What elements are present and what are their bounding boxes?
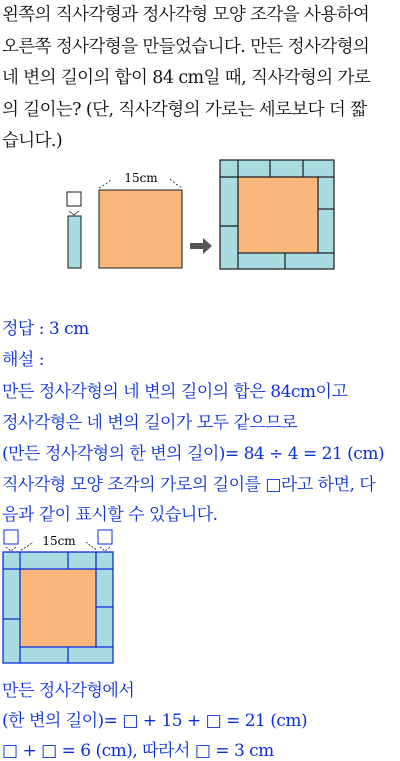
rectangle-piece (68, 216, 81, 268)
measure-label: 15cm (42, 534, 76, 548)
small-square-piece (67, 192, 81, 206)
question-line: 네 변의 길이의 합이 84 cm일 때, 직사각형의 가로 (2, 68, 371, 88)
explanation-line: (만든 정사각형의 한 변의 길이)= 84 ÷ 4 = 21 (cm) (2, 444, 385, 464)
question-line: 습니다.) (2, 131, 63, 151)
explanation-line: 정사각형은 네 변의 길이가 모두 같으므로 (2, 413, 298, 433)
question-text (2, 0, 398, 158)
question-line: 의 길이는? (단, 직사각형의 가로는 세로보다 더 짧 (2, 99, 367, 120)
conclusion-line: 만든 정사각형에서 (2, 681, 135, 701)
question-line: 왼쪽의 직사각형과 정사각형 모양 조각을 사용하여 (2, 5, 370, 25)
conclusion-line: (한 변의 길이)= □ + 15 + □ = 21 (cm) (2, 711, 308, 731)
small-square-brace (69, 211, 79, 215)
conclusion-line: □ + □ = 6 (cm), 따라서 □ = 3 cm (2, 741, 274, 761)
explanation-label: 해설 : (2, 350, 44, 370)
puzzle-figure (0, 160, 400, 280)
assembled-square (3, 552, 113, 663)
explanation-line: 직사각형 모양 조각의 가로의 길이를 □라고 하면, 다 (2, 475, 376, 495)
answer-text: 정답 : 3 cm (2, 319, 89, 339)
explanation-line: 음과 같이 표시할 수 있습니다. (2, 505, 218, 525)
right-box-marker (98, 530, 112, 544)
labeled-figure (0, 528, 120, 668)
left-box-marker (4, 530, 18, 544)
explanation-line: 만든 정사각형의 네 변의 길이의 합은 84cm이고 (2, 382, 348, 402)
question-line: 오른쪽 정사각형을 만들었습니다. 만든 정사각형의 (2, 36, 370, 57)
left-brace (6, 547, 16, 551)
arrow-shaft (190, 243, 205, 249)
assembled-square (220, 160, 334, 269)
arrow-icon (203, 238, 212, 254)
right-brace (100, 547, 110, 551)
measure-label: 15cm (124, 171, 158, 185)
orange-square-piece (99, 190, 182, 268)
